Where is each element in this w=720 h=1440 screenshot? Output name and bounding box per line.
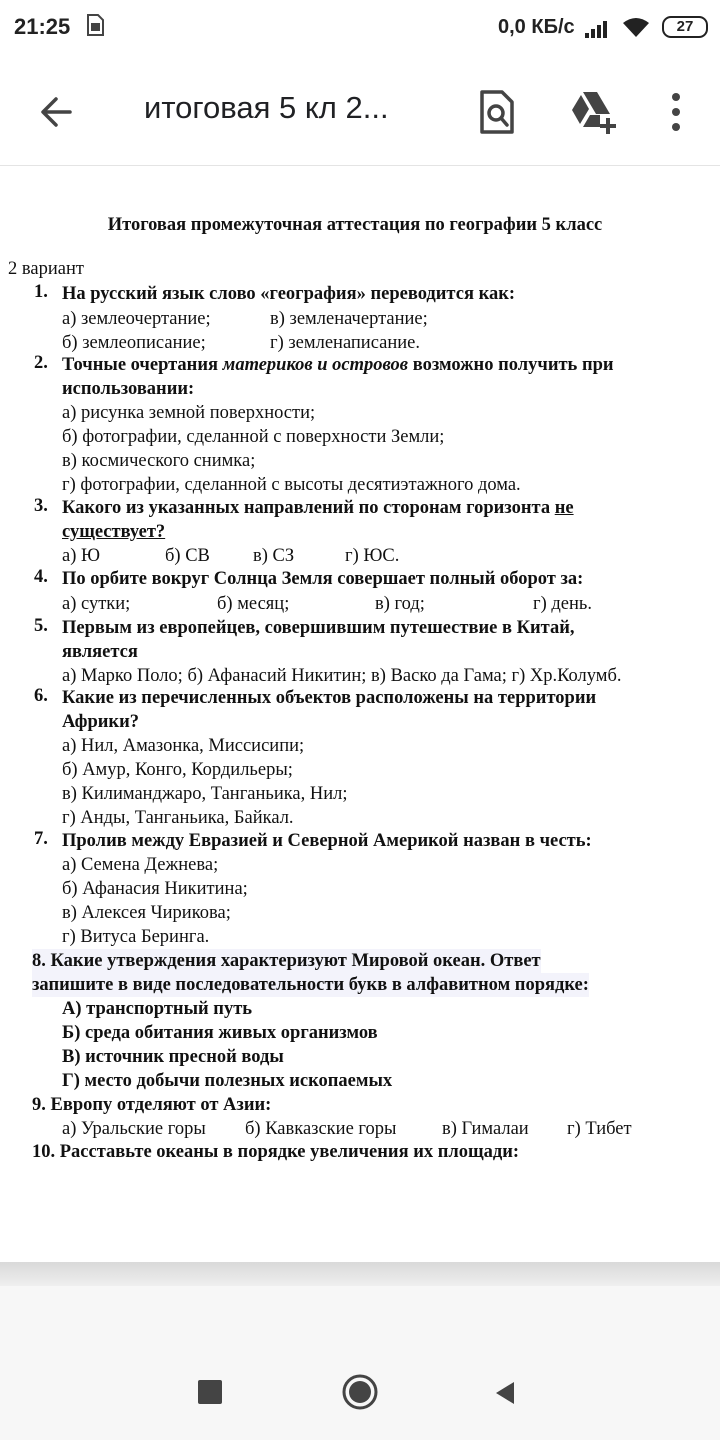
question-4-number: 4. [34, 567, 48, 587]
signal-icon [584, 18, 612, 38]
question-4-option-a: а) сутки; [62, 594, 131, 614]
status-bar [0, 0, 720, 56]
question-4-option-g: г) день. [533, 594, 592, 614]
question-5-text-line2: является [62, 642, 138, 662]
question-3-option-g: г) ЮС. [345, 546, 400, 566]
question-2-option-a: а) рисунка земной поверхности; [62, 403, 316, 423]
question-5-number: 5. [34, 616, 48, 636]
arrow-back-icon[interactable] [30, 86, 82, 138]
document-page[interactable] [0, 167, 720, 1262]
add-to-drive-icon[interactable] [566, 86, 618, 138]
question-2-text-line2: использовании: [62, 379, 195, 399]
sim-card-icon [86, 14, 104, 36]
question-6-option-b: б) Амур, Конго, Кордильеры; [62, 760, 293, 780]
page-edge [0, 1262, 720, 1286]
wifi-icon [622, 16, 650, 38]
question-6-text-line2: Африки? [62, 712, 139, 732]
question-6-number: 6. [34, 686, 48, 706]
question-2-text [62, 353, 614, 377]
question-8-option-b: Б) среда обитания живых организмов [62, 1023, 378, 1043]
question-9-option-g: г) Тибет [567, 1119, 632, 1139]
question-3-number: 3. [34, 496, 48, 516]
system-nav-bar [0, 1344, 720, 1440]
question-2-number: 2. [34, 353, 48, 373]
question-2-text-pre: Точные очертания [62, 355, 223, 375]
viewer-background [0, 1286, 720, 1344]
document-title: итоговая 5 кл 2... [144, 90, 389, 125]
question-2-option-g: г) фотографии, сделанной с высоты десятиэтажного дома. [62, 475, 521, 495]
variant-label: 2 вариант [8, 259, 84, 279]
question-1-option-a: а) землеочертание; [62, 309, 211, 329]
question-7-text: Пролив между Евразией и Северной Америкой назван в честь: [62, 831, 592, 851]
battery-indicator: 27 [662, 16, 708, 38]
back-triangle-icon[interactable] [492, 1380, 518, 1406]
question-2-option-b: б) фотографии, сделанной с поверхности Земли; [62, 427, 445, 447]
question-7-number: 7. [34, 829, 48, 849]
question-9-text: 9. Европу отделяют от Азии: [32, 1095, 272, 1115]
document-heading: Итоговая промежуточная аттестация по географии 5 класс [107, 215, 603, 235]
question-6-option-a: а) Нил, Амазонка, Миссисипи; [62, 736, 305, 756]
question-3-text-underlined: не [554, 498, 574, 518]
question-1-option-g: г) земленаписание. [270, 333, 420, 353]
question-5-options: а) Марко Поло; б) Афанасий Никитин; в) Васко да Гама; г) Хр.Колумб. [62, 666, 622, 686]
question-9-option-v: в) Гималаи [442, 1119, 529, 1139]
question-1-number: 1. [34, 282, 48, 302]
question-8-text: 8. Какие утверждения характеризуют Мировой океан. Ответ [32, 951, 541, 971]
app-bar [0, 56, 720, 166]
question-1-option-b: б) землеописание; [62, 333, 206, 353]
question-10-text: 10. Расставьте океаны в порядке увеличения их площади: [32, 1142, 520, 1162]
recents-square-icon[interactable] [198, 1380, 222, 1404]
question-3-text [62, 496, 574, 520]
question-3-option-b: б) СВ [165, 546, 210, 566]
question-2-option-v: в) космического снимка; [62, 451, 256, 471]
question-1-text: На русский язык слово «география» переводится как: [62, 284, 516, 304]
question-3-text-main: Какого из указанных направлений по сторонам горизонта [62, 498, 555, 518]
question-8-option-a: А) транспортный путь [62, 999, 253, 1019]
question-9-option-a: а) Уральские горы [62, 1119, 206, 1139]
question-6-text: Какие из перечисленных объектов расположены на территории [62, 688, 597, 708]
question-4-option-v: в) год; [375, 594, 425, 614]
question-6-option-g: г) Анды, Танганьика, Байкал. [62, 808, 294, 828]
question-7-option-g: г) Витуса Беринга. [62, 927, 210, 947]
question-4-option-b: б) месяц; [217, 594, 290, 614]
question-5-text: Первым из европейцев, совершившим путешествие в Китай, [62, 618, 575, 638]
question-3-option-v: в) СЗ [253, 546, 295, 566]
question-7-option-a: а) Семена Дежнева; [62, 855, 219, 875]
question-3-option-a: а) Ю [62, 546, 101, 566]
question-4-text: По орбите вокруг Солнца Земля совершает полный оборот за: [62, 569, 584, 589]
network-speed: 0,0 КБ/с [498, 16, 575, 38]
question-8-option-g: Г) место добычи полезных ископаемых [62, 1071, 393, 1091]
question-1-option-v: в) земленачертание; [270, 309, 428, 329]
question-8-option-v: В) источник пресной воды [62, 1047, 284, 1067]
question-7-option-b: б) Афанасия Никитина; [62, 879, 248, 899]
question-2-text-emphasis: материков и островов [222, 355, 409, 375]
home-circle-icon[interactable] [341, 1373, 379, 1411]
question-9-option-b: б) Кавказские горы [245, 1119, 397, 1139]
question-8-text-line2: запишите в виде последовательности букв в алфавитном порядке: [32, 975, 589, 995]
question-6-option-v: в) Килиманджаро, Танганьика, Нил; [62, 784, 348, 804]
status-time: 21:25 [14, 14, 71, 39]
more-vert-icon[interactable] [660, 86, 692, 138]
question-2-text-post: возможно получить при [408, 355, 614, 375]
find-in-page-icon[interactable] [470, 86, 522, 138]
question-3-text-line2: существует? [62, 522, 166, 542]
question-7-option-v: в) Алексея Чирикова; [62, 903, 231, 923]
